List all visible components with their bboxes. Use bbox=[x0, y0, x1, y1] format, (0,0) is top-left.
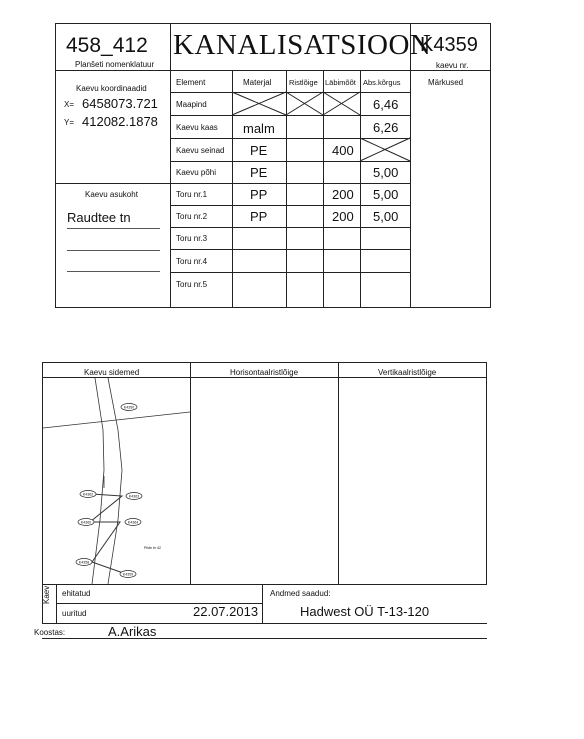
row-height: 5,00 bbox=[373, 187, 399, 202]
map-label: K4359 bbox=[122, 572, 134, 577]
y-coordinate: 412082.1878 bbox=[82, 114, 158, 129]
row-element: Kaevu seinad bbox=[176, 146, 225, 155]
row-diameter: 400 bbox=[332, 143, 354, 158]
row-element: Toru nr.1 bbox=[176, 190, 208, 199]
horizontal-section-title: Horisontaalristlõige bbox=[230, 368, 299, 377]
col-notes: Märkused bbox=[428, 78, 464, 87]
location-value: Raudtee tn bbox=[67, 210, 131, 225]
row-diameter: 200 bbox=[332, 187, 354, 202]
document-title: KANALISATSIOON bbox=[173, 29, 432, 61]
map-label: K4363 bbox=[128, 494, 140, 499]
map-note: Piide tn 42 bbox=[144, 546, 161, 550]
row-material: PE bbox=[250, 165, 268, 180]
row-material: PP bbox=[250, 187, 268, 202]
row-material: PP bbox=[250, 209, 268, 224]
well-id: K4359 bbox=[420, 34, 478, 56]
side-label: Kaev bbox=[42, 585, 51, 604]
author-label: Koostas: bbox=[34, 628, 66, 637]
row-element: Toru nr.3 bbox=[176, 234, 208, 243]
col-diameter: Läbimõõt bbox=[325, 78, 356, 87]
x-label: X= bbox=[64, 100, 75, 109]
map-label: K4350 bbox=[123, 405, 135, 410]
row-element: Toru nr.4 bbox=[176, 257, 208, 266]
data-source: Hadwest OÜ T-13-120 bbox=[300, 604, 430, 619]
row-material: malm bbox=[243, 121, 275, 136]
map-label: K4364 bbox=[127, 520, 139, 525]
y-label: Y= bbox=[64, 118, 75, 127]
built-label: ehitatud bbox=[62, 589, 91, 598]
data-from-label: Andmed saadud: bbox=[270, 589, 331, 598]
sheet-number: 458_412 bbox=[66, 34, 148, 57]
survey-date: 22.07.2013 bbox=[193, 604, 259, 619]
row-element: Toru nr.2 bbox=[176, 212, 208, 221]
row-material: PE bbox=[250, 143, 268, 158]
map-label: K4360 bbox=[80, 520, 92, 525]
x-coordinate: 6458073.721 bbox=[82, 96, 158, 111]
connections-title: Kaevu sidemed bbox=[84, 368, 140, 377]
col-element: Element bbox=[176, 78, 206, 87]
map-label: K4362 bbox=[82, 492, 94, 497]
row-element: Kaevu kaas bbox=[176, 123, 218, 132]
surveyed-label: uuritud bbox=[62, 609, 87, 618]
row-element: Toru nr.5 bbox=[176, 280, 208, 289]
col-cross: Ristlõige bbox=[289, 78, 318, 87]
row-element: Kaevu põhi bbox=[176, 168, 217, 177]
row-height: 6,26 bbox=[373, 120, 399, 135]
row-element: Maapind bbox=[176, 100, 207, 109]
map-label: K4358 bbox=[78, 560, 90, 565]
author-name: A.Arikas bbox=[108, 624, 157, 639]
col-material: Materjal bbox=[243, 78, 272, 87]
row-diameter: 200 bbox=[332, 209, 354, 224]
sheet-caption: Planšeti nomenklatuur bbox=[75, 60, 155, 69]
col-height: Abs.kõrgus bbox=[363, 78, 401, 87]
row-height: 5,00 bbox=[373, 165, 399, 180]
vertical-section-title: Vertikaalristlõige bbox=[378, 368, 437, 377]
row-height: 6,46 bbox=[373, 97, 399, 112]
coords-title: Kaevu koordinaadid bbox=[76, 84, 147, 93]
well-caption: kaevu nr. bbox=[436, 61, 469, 70]
location-title: Kaevu asukoht bbox=[85, 190, 138, 199]
row-height: 5,00 bbox=[373, 209, 399, 224]
